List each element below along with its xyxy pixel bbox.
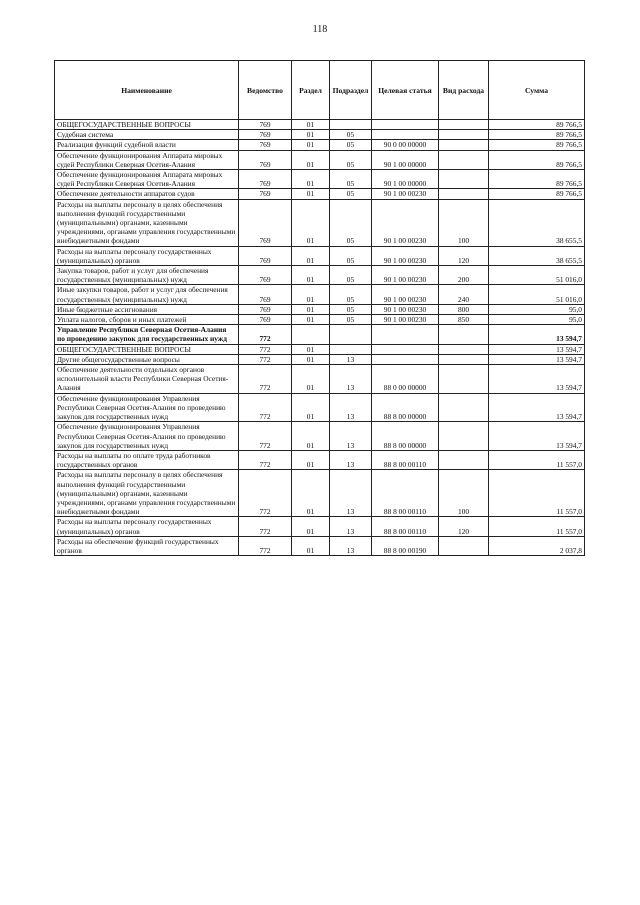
cell-subsection bbox=[330, 120, 372, 130]
cell-dept: 769 bbox=[239, 246, 292, 265]
cell-subsection bbox=[330, 344, 372, 354]
cell-section: 01 bbox=[292, 344, 330, 354]
cell-sum: 89 766,5 bbox=[489, 140, 585, 150]
cell-target bbox=[372, 120, 439, 130]
cell-exp-type: 120 bbox=[439, 246, 489, 265]
cell-target: 90 1 00 00230 bbox=[372, 266, 439, 285]
header-exp-type: Вид расхода bbox=[439, 61, 489, 120]
cell-exp-type bbox=[439, 189, 489, 199]
cell-dept: 769 bbox=[239, 120, 292, 130]
cell-section: 01 bbox=[292, 140, 330, 150]
cell-target: 90 1 00 00000 bbox=[372, 150, 439, 169]
cell-target: 90 1 00 00230 bbox=[372, 246, 439, 265]
cell-dept: 769 bbox=[239, 199, 292, 246]
cell-name: Расходы на выплаты по оплате труда работников государственных органов bbox=[55, 450, 239, 469]
cell-exp-type bbox=[439, 130, 489, 140]
cell-exp-type bbox=[439, 120, 489, 130]
budget-table bbox=[54, 60, 585, 556]
cell-dept: 769 bbox=[239, 285, 292, 304]
cell-dept: 769 bbox=[239, 170, 292, 189]
cell-section: 01 bbox=[292, 170, 330, 189]
cell-name: Расходы на выплаты персоналу в целях обеспечения выполнения функций государственными (муниципальными) органами, казенными учреждениями, органами управления государственными внебюджетными фондами bbox=[55, 470, 239, 517]
table-row bbox=[55, 315, 585, 325]
header-dept: Ведомство bbox=[239, 61, 292, 120]
cell-name: Обеспечение функционирования Управления Республики Северная Осетия-Алания по проведению закупок для государственных нужд bbox=[55, 422, 239, 451]
cell-exp-type: 120 bbox=[439, 517, 489, 536]
cell-target bbox=[372, 354, 439, 364]
cell-name: Реализация функций судебной власти bbox=[55, 140, 239, 150]
cell-subsection: 05 bbox=[330, 189, 372, 199]
cell-exp-type bbox=[439, 325, 489, 344]
cell-target: 88 0 00 00000 bbox=[372, 365, 439, 394]
cell-target: 88 8 00 00190 bbox=[372, 536, 439, 555]
cell-subsection: 13 bbox=[330, 450, 372, 469]
cell-subsection: 05 bbox=[330, 199, 372, 246]
cell-sum: 95,0 bbox=[489, 315, 585, 325]
table-row bbox=[55, 393, 585, 422]
cell-sum: 13 594,7 bbox=[489, 325, 585, 344]
cell-section: 01 bbox=[292, 150, 330, 169]
cell-section: 01 bbox=[292, 536, 330, 555]
cell-section: 01 bbox=[292, 354, 330, 364]
cell-section: 01 bbox=[292, 189, 330, 199]
cell-target: 88 8 00 00110 bbox=[372, 470, 439, 517]
table-body bbox=[55, 120, 585, 556]
cell-name: Расходы на выплаты персоналу в целях обеспечения выполнения функций государственными (муниципальными) органами, казенными учреждениями, органами управления государственными внебюджетными фондами bbox=[55, 199, 239, 246]
cell-subsection: 05 bbox=[330, 130, 372, 140]
cell-subsection: 13 bbox=[330, 470, 372, 517]
cell-sum: 13 594,7 bbox=[489, 393, 585, 422]
cell-sum: 38 655,5 bbox=[489, 246, 585, 265]
cell-target bbox=[372, 344, 439, 354]
cell-sum: 11 557,0 bbox=[489, 450, 585, 469]
cell-subsection: 05 bbox=[330, 304, 372, 314]
cell-sum: 51 016,0 bbox=[489, 266, 585, 285]
cell-name: Судебная система bbox=[55, 130, 239, 140]
table-row bbox=[55, 536, 585, 555]
cell-dept: 769 bbox=[239, 140, 292, 150]
cell-exp-type: 800 bbox=[439, 304, 489, 314]
cell-target: 88 8 00 00000 bbox=[372, 422, 439, 451]
cell-section: 01 bbox=[292, 120, 330, 130]
table-row bbox=[55, 450, 585, 469]
cell-exp-type: 100 bbox=[439, 470, 489, 517]
cell-subsection: 13 bbox=[330, 365, 372, 394]
cell-name: Обеспечение деятельности отдельных органов исполнительной власти Республики Северная Осетия-Алания bbox=[55, 365, 239, 394]
cell-name: Обеспечение функционирования Аппарата мировых судей Республики Северная Осетия-Алания bbox=[55, 170, 239, 189]
header-section: Раздел bbox=[292, 61, 330, 120]
cell-target: 90 1 00 00230 bbox=[372, 199, 439, 246]
cell-section: 01 bbox=[292, 450, 330, 469]
cell-subsection: 13 bbox=[330, 393, 372, 422]
table-row bbox=[55, 140, 585, 150]
cell-exp-type bbox=[439, 536, 489, 555]
cell-sum: 95,0 bbox=[489, 304, 585, 314]
table-row bbox=[55, 266, 585, 285]
table-row bbox=[55, 150, 585, 169]
cell-dept: 772 bbox=[239, 450, 292, 469]
table-row bbox=[55, 120, 585, 130]
cell-target: 90 1 00 00000 bbox=[372, 170, 439, 189]
cell-subsection: 05 bbox=[330, 246, 372, 265]
table-row bbox=[55, 130, 585, 140]
cell-target bbox=[372, 325, 439, 344]
cell-subsection: 05 bbox=[330, 315, 372, 325]
table-row bbox=[55, 470, 585, 517]
cell-section: 01 bbox=[292, 365, 330, 394]
table-row bbox=[55, 365, 585, 394]
cell-section bbox=[292, 325, 330, 344]
cell-section: 01 bbox=[292, 130, 330, 140]
cell-name: Другие общегосударственные вопросы bbox=[55, 354, 239, 364]
cell-name: Обеспечение деятельности аппаратов судов bbox=[55, 189, 239, 199]
cell-target: 90 1 00 00230 bbox=[372, 189, 439, 199]
cell-exp-type bbox=[439, 344, 489, 354]
cell-target: 88 8 00 00110 bbox=[372, 450, 439, 469]
table-row bbox=[55, 246, 585, 265]
cell-subsection: 05 bbox=[330, 266, 372, 285]
cell-subsection: 13 bbox=[330, 422, 372, 451]
table-header-row bbox=[55, 61, 585, 120]
table-row bbox=[55, 422, 585, 451]
header-subsection: Подраздел bbox=[330, 61, 372, 120]
cell-sum: 2 037,8 bbox=[489, 536, 585, 555]
header-name: Наименование bbox=[55, 61, 239, 120]
cell-name: ОБЩЕГОСУДАРСТВЕННЫЕ ВОПРОСЫ bbox=[55, 120, 239, 130]
cell-section: 01 bbox=[292, 266, 330, 285]
table-row bbox=[55, 170, 585, 189]
cell-dept: 772 bbox=[239, 344, 292, 354]
cell-dept: 772 bbox=[239, 517, 292, 536]
cell-target: 88 8 00 00000 bbox=[372, 393, 439, 422]
cell-section: 01 bbox=[292, 517, 330, 536]
cell-target: 90 1 00 00230 bbox=[372, 304, 439, 314]
cell-exp-type bbox=[439, 170, 489, 189]
cell-sum: 89 766,5 bbox=[489, 150, 585, 169]
cell-subsection: 13 bbox=[330, 536, 372, 555]
cell-subsection: 05 bbox=[330, 140, 372, 150]
table-row bbox=[55, 199, 585, 246]
cell-dept: 769 bbox=[239, 266, 292, 285]
cell-dept: 769 bbox=[239, 189, 292, 199]
table-row bbox=[55, 189, 585, 199]
cell-name: Расходы на выплаты персоналу государственных (муниципальных) органов bbox=[55, 517, 239, 536]
table-row bbox=[55, 354, 585, 364]
table-row bbox=[55, 285, 585, 304]
cell-dept: 772 bbox=[239, 422, 292, 451]
cell-exp-type bbox=[439, 393, 489, 422]
cell-name: Иные бюджетные ассигнования bbox=[55, 304, 239, 314]
cell-target: 90 0 00 00000 bbox=[372, 140, 439, 150]
cell-section: 01 bbox=[292, 285, 330, 304]
table-row bbox=[55, 325, 585, 344]
cell-subsection: 05 bbox=[330, 150, 372, 169]
cell-sum: 13 594,7 bbox=[489, 365, 585, 394]
cell-sum: 11 557,0 bbox=[489, 517, 585, 536]
cell-sum: 89 766,5 bbox=[489, 130, 585, 140]
table-row bbox=[55, 304, 585, 314]
cell-exp-type bbox=[439, 140, 489, 150]
cell-sum: 11 557,0 bbox=[489, 470, 585, 517]
cell-section: 01 bbox=[292, 315, 330, 325]
cell-dept: 772 bbox=[239, 536, 292, 555]
cell-dept: 772 bbox=[239, 470, 292, 517]
cell-name: ОБЩЕГОСУДАРСТВЕННЫЕ ВОПРОСЫ bbox=[55, 344, 239, 354]
cell-sum: 89 766,5 bbox=[489, 170, 585, 189]
cell-section: 01 bbox=[292, 422, 330, 451]
cell-exp-type bbox=[439, 365, 489, 394]
cell-exp-type bbox=[439, 422, 489, 451]
cell-name: Уплата налогов, сборов и иных платежей bbox=[55, 315, 239, 325]
cell-section: 01 bbox=[292, 199, 330, 246]
cell-exp-type bbox=[439, 354, 489, 364]
cell-subsection: 05 bbox=[330, 170, 372, 189]
cell-name: Расходы на выплаты персоналу государственных (муниципальных) органов bbox=[55, 246, 239, 265]
header-sum: Сумма bbox=[489, 61, 585, 120]
cell-sum: 13 594,7 bbox=[489, 422, 585, 451]
cell-section: 01 bbox=[292, 393, 330, 422]
cell-name: Закупка товаров, работ и услуг для обеспечения государственных (муниципальных) нужд bbox=[55, 266, 239, 285]
cell-subsection: 05 bbox=[330, 285, 372, 304]
cell-dept: 769 bbox=[239, 130, 292, 140]
cell-name: Расходы на обеспечение функций государственных органов bbox=[55, 536, 239, 555]
cell-target bbox=[372, 130, 439, 140]
table-row bbox=[55, 517, 585, 536]
page-number: 118 bbox=[312, 24, 328, 35]
cell-sum: 13 594,7 bbox=[489, 354, 585, 364]
cell-subsection: 13 bbox=[330, 517, 372, 536]
cell-subsection bbox=[330, 325, 372, 344]
cell-target: 90 1 00 00230 bbox=[372, 285, 439, 304]
cell-target: 90 1 00 00230 bbox=[372, 315, 439, 325]
cell-sum: 13 594,7 bbox=[489, 344, 585, 354]
cell-name: Обеспечение функционирования Аппарата мировых судей Республики Северная Осетия-Алания bbox=[55, 150, 239, 169]
cell-section: 01 bbox=[292, 246, 330, 265]
cell-name: Обеспечение функционирования Управления Республики Северная Осетия-Алания по проведению закупок для государственных нужд bbox=[55, 393, 239, 422]
cell-exp-type: 850 bbox=[439, 315, 489, 325]
cell-sum: 89 766,5 bbox=[489, 120, 585, 130]
header-target: Целевая статья bbox=[372, 61, 439, 120]
cell-exp-type: 100 bbox=[439, 199, 489, 246]
cell-dept: 769 bbox=[239, 304, 292, 314]
cell-name: Иные закупки товаров, работ и услуг для обеспечения государственных (муниципальных) нужд bbox=[55, 285, 239, 304]
cell-section: 01 bbox=[292, 470, 330, 517]
cell-exp-type: 200 bbox=[439, 266, 489, 285]
cell-dept: 772 bbox=[239, 325, 292, 344]
cell-dept: 772 bbox=[239, 354, 292, 364]
cell-dept: 772 bbox=[239, 393, 292, 422]
cell-sum: 38 655,5 bbox=[489, 199, 585, 246]
cell-exp-type: 240 bbox=[439, 285, 489, 304]
cell-subsection: 13 bbox=[330, 354, 372, 364]
cell-exp-type bbox=[439, 150, 489, 169]
table-row bbox=[55, 344, 585, 354]
cell-name: Управление Республики Северная Осетия-Алания по проведению закупок для государственных нужд bbox=[55, 325, 239, 344]
cell-dept: 769 bbox=[239, 150, 292, 169]
cell-target: 88 8 00 00110 bbox=[372, 517, 439, 536]
cell-dept: 772 bbox=[239, 365, 292, 394]
cell-sum: 89 766,5 bbox=[489, 189, 585, 199]
cell-section: 01 bbox=[292, 304, 330, 314]
cell-exp-type bbox=[439, 450, 489, 469]
cell-sum: 51 016,0 bbox=[489, 285, 585, 304]
cell-dept: 769 bbox=[239, 315, 292, 325]
